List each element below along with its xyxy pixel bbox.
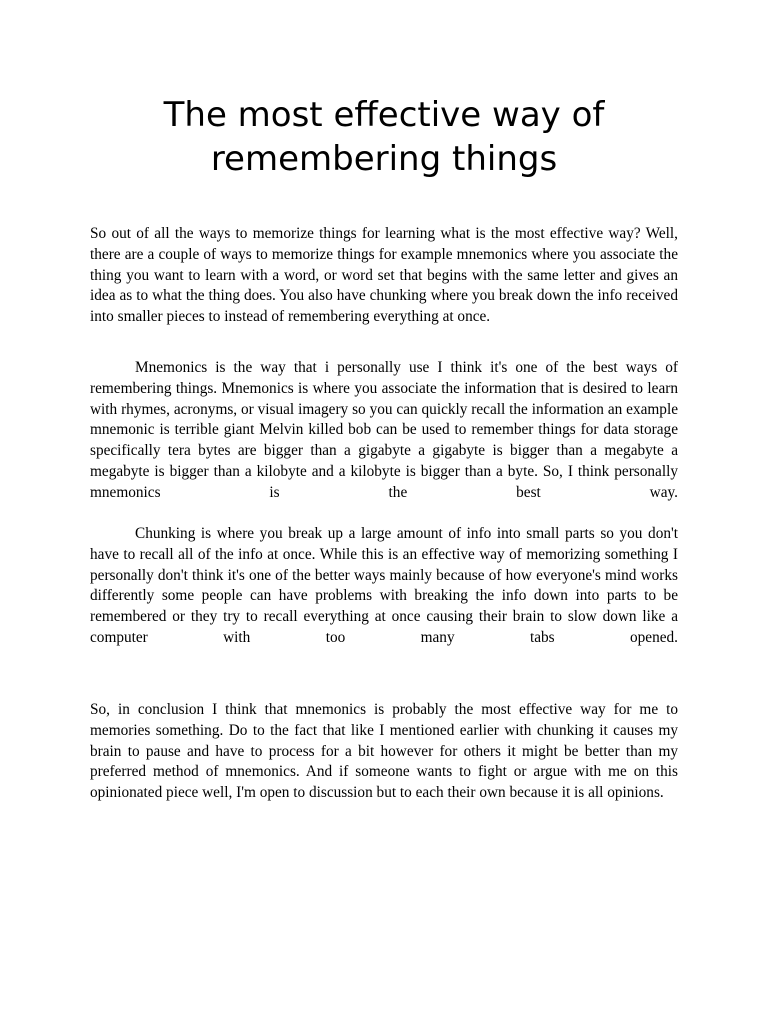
paragraph-chunking: Chunking is where you break up a large amount of info into small parts so you don't have to recall all of the info at once. While this is an effective way of memorizing something I personally don't think it's one of the better ways mainly because of how everyone's mind works differently some people can have problems with breaking the info down into parts to be remembered or they try to recall everything at once causing their brain to slow down like a computer with too many tabs opened. bbox=[90, 525, 678, 646]
paragraph-conclusion: So, in conclusion I think that mnemonics is probably the most effective way for me to memories something. Do to the fact that like I mentioned earlier with chunking it causes my brain to pause and have to process for a bit however for others it might be better than my preferred method of mnemonics. And if someone wants to fight or argue with me on this opinionated piece well, I'm open to discussion but to each their own because it is all opinions. bbox=[90, 701, 678, 802]
document-title: The most effective way of remembering things bbox=[163, 95, 605, 179]
paragraph-intro: So out of all the ways to memorize things for learning what is the most effective way? Well, there are a couple of ways to memorize things for example mnemonics where you associate the thing you want to learn with a word, or word set that begins with the same letter and gives an idea as to what the thing does. You also have chunking where you break down the info received into smaller pieces to instead of remembering everything at once. bbox=[90, 225, 678, 326]
paragraph-mnemonics: Mnemonics is the way that i personally use I think it's one of the best ways of remembering things. Mnemonics is where you associate the information that is desired to learn with rhymes, acronyms, or visual imagery so you can quickly recall the information an example mnemonic is terrible giant Melvin killed bob can be used to remember things for data storage specifically tera bytes are bigger than a gigabyte a gigabyte is bigger than a megabyte a megabyte is bigger than a kilobyte and a kilobyte is bigger than a byte. So, I think personally mnemonics is the best way. bbox=[90, 359, 678, 501]
